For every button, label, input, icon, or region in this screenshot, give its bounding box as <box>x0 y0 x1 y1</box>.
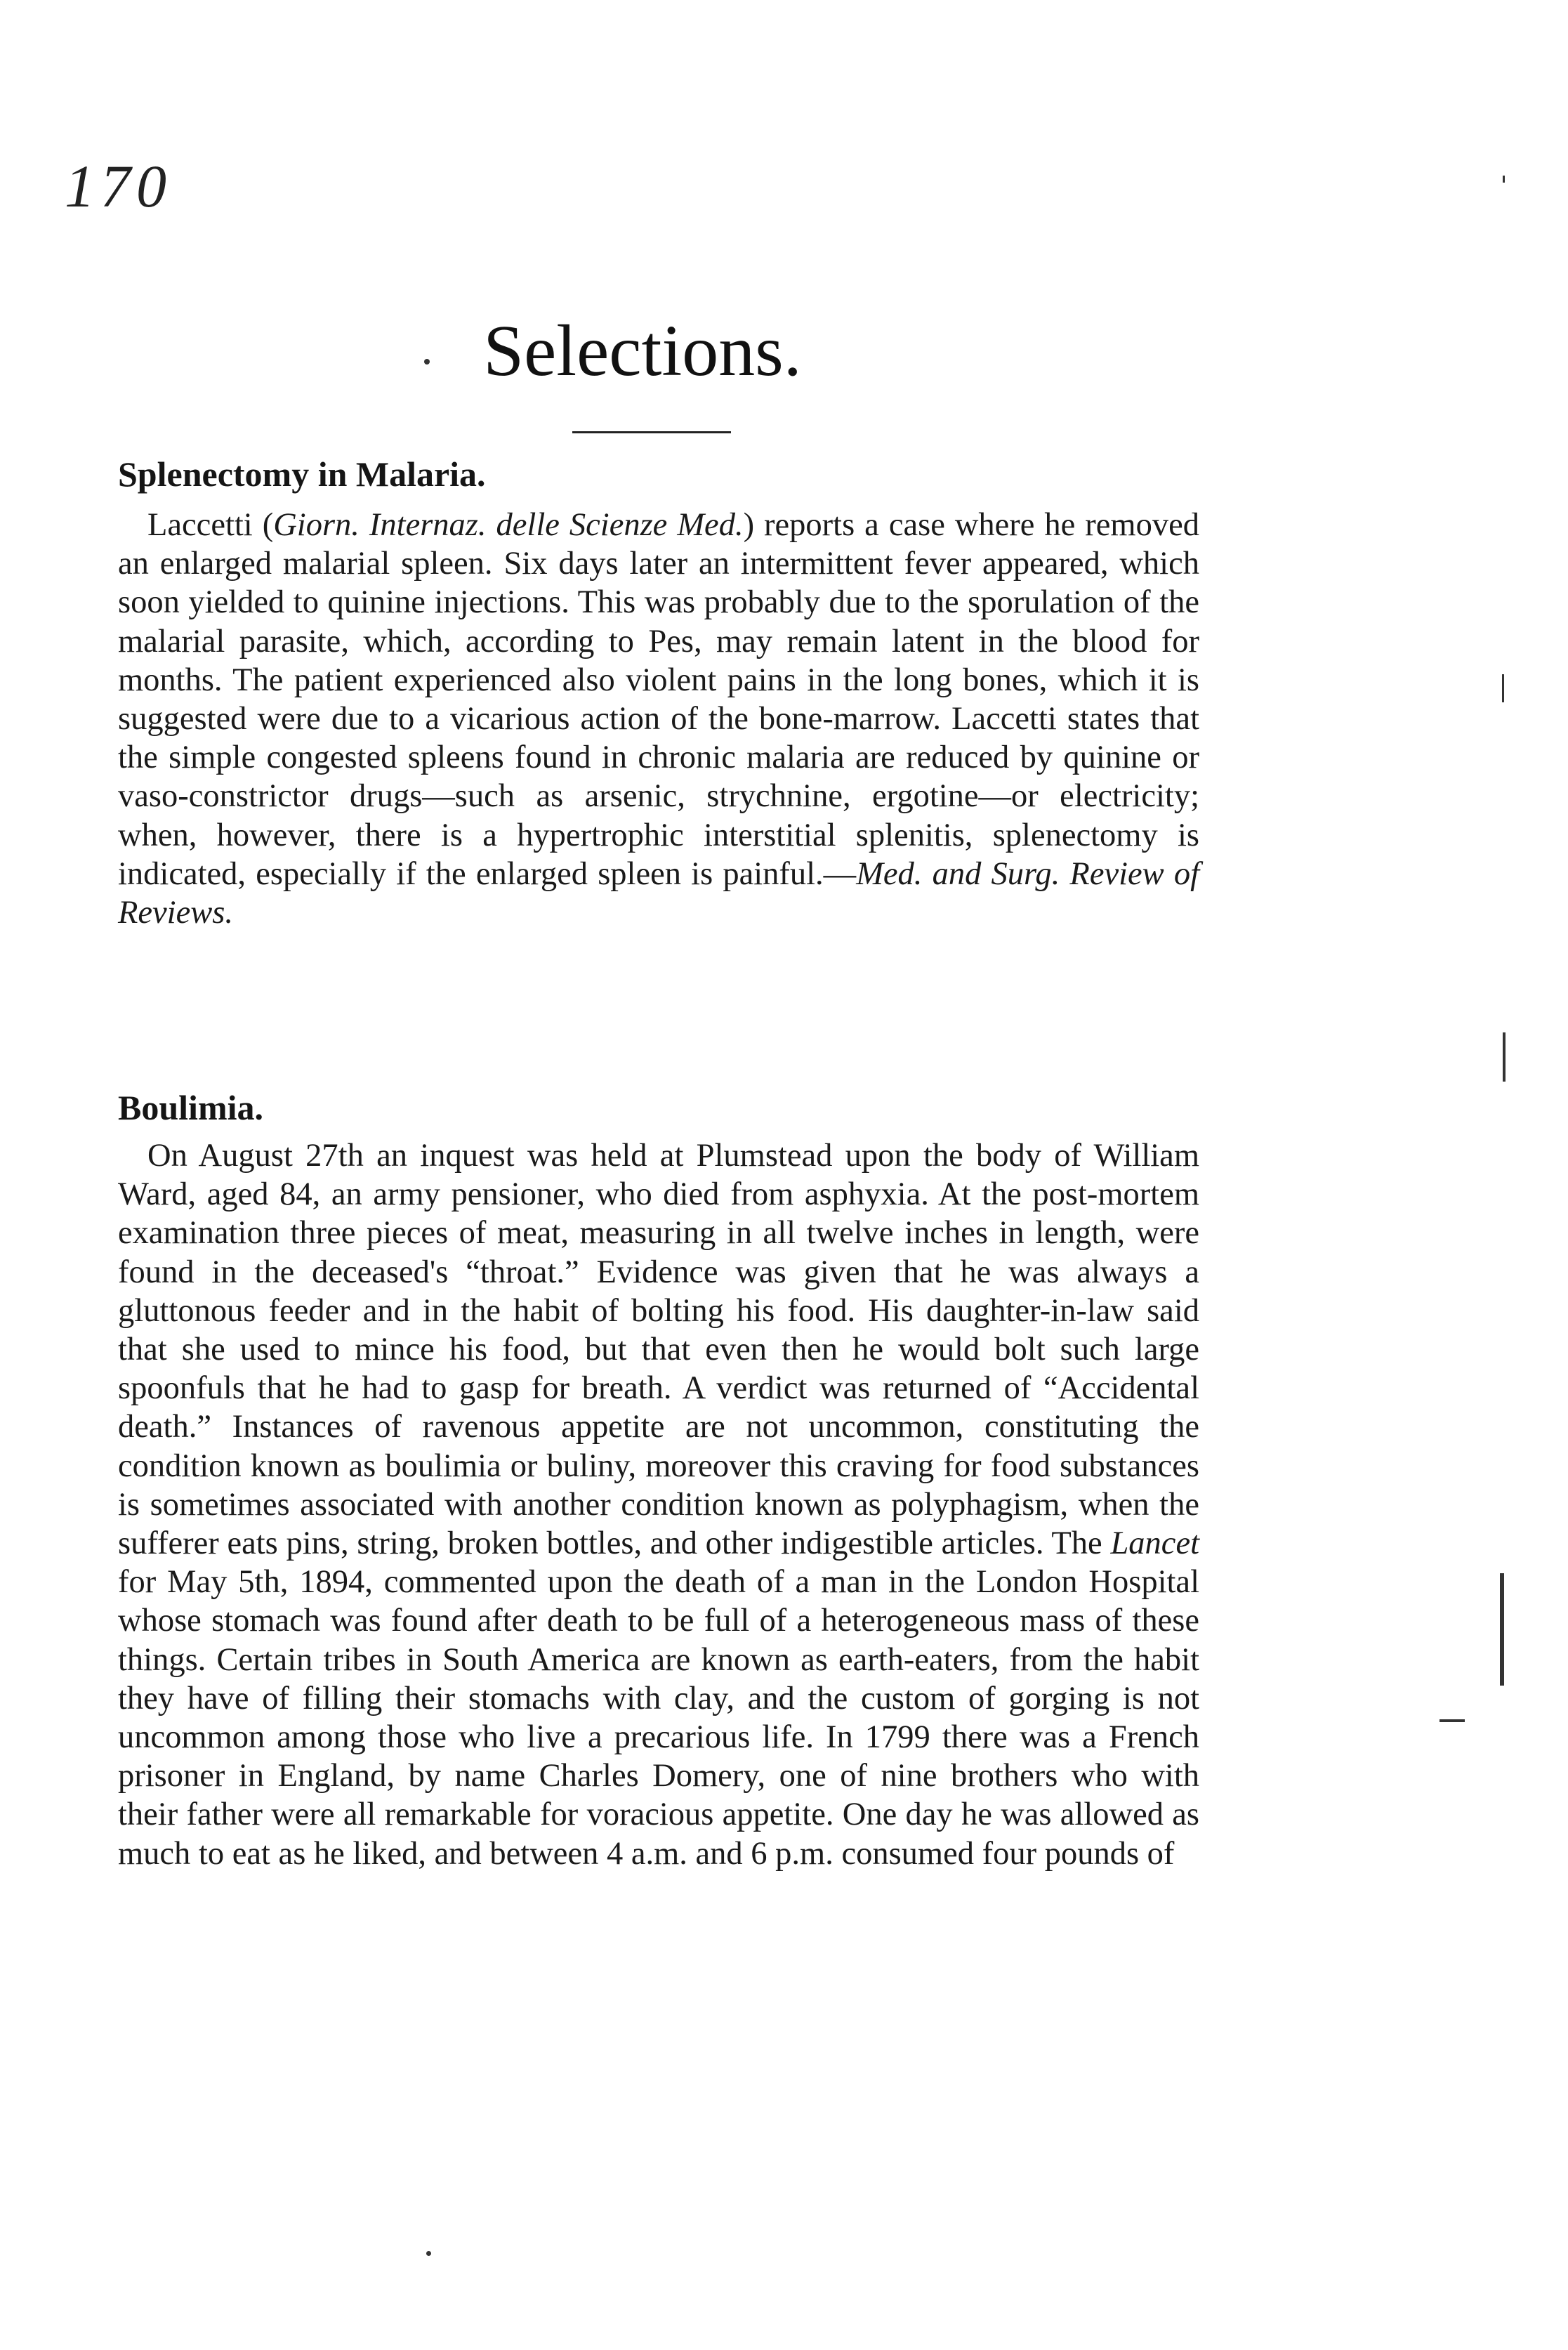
margin-scan-mark <box>1500 1573 1504 1686</box>
title-divider <box>572 431 731 433</box>
section-body-boulimia <box>118 1136 1199 1873</box>
margin-scan-mark <box>1503 176 1505 183</box>
body-text-segment: Laccetti ( <box>147 507 274 543</box>
margin-scan-mark <box>1439 1719 1465 1722</box>
margin-scan-mark <box>1502 674 1504 702</box>
journal-citation: Giorn. Internaz. delle Scienze Med. <box>273 507 744 543</box>
body-text-segment: On August 27th an inquest was held at Plumstead upon the body of William Ward, aged 84, an army pensioner, who died from asphyxia. At the post-mortem examination three pieces of meat, measuring in all twelve inches in length, were found in the deceased's “throat.” Evidence was given that he was always a gluttonous feeder and in the habit of bolting his food. His daughter-in-law said that she used to mince his food, but that even then he would bolt such large spoonfuls that he had to gasp for breath. A verdict was returned of “Accidental death.” Instances of ravenous appetite are not uncommon, constituting the condition known as boulimia or buliny, moreover this craving for food substances is sometimes associated with another condition known as polyphagism, when the sufferer eats pins, string, broken bottles, and other indigestible articles. The <box>118 1138 1199 1562</box>
page-number: 170 <box>65 152 172 220</box>
printer-dot <box>426 2251 431 2256</box>
body-text-segment: for May 5th, 1894, commented upon the death of a man in the London Hospital whose stomach was found after death to be full of a heterogeneous mass of these things. Certain tribes in South America are known as earth-eaters, from the habit they have of filling their stomachs with clay, and the custom of gorging is not uncommon among those who live a precarious life. In 1799 there was a French prisoner in England, by name Charles Domery, one of nine brothers who with their father were all remarkable for voracious appetite. One day he was allowed as much to eat as he liked, and between 4 a.m. and 6 p.m. consumed four pounds of <box>118 1564 1199 1872</box>
journal-citation: Lancet <box>1110 1525 1199 1562</box>
source-citation: Med. and Surg. Review of Reviews. <box>118 855 1200 931</box>
section-heading-splenectomy: Splenectomy in Malaria. <box>118 454 486 494</box>
body-text-segment: ) reports a case where he removed an enlarged malarial spleen. Six days later an intermittent fever appeared, which soon yielded to quinine injections. This was probably due to the sporulation of the malarial parasite, which, according to Pes, may remain latent in the blood for months. The patient experienced also violent pains in the long bones, which it is suggested were due to a vicarious action of the bone-marrow. Laccetti states that the simple congested spleens found in chronic malaria are reduced by quinine or vaso-constrictor drugs—such as arsenic, strychnine, ergotine—or electricity; when, however, there is a hypertrophic interstitial splenitis, splenectomy is indicated, especially if the enlarged spleen is painful.— <box>118 507 1199 892</box>
margin-scan-mark <box>1503 1032 1506 1082</box>
page-title: Selections. <box>483 310 802 391</box>
section-heading-boulimia: Boulimia. <box>118 1088 263 1127</box>
section-body-splenectomy <box>118 506 1199 932</box>
